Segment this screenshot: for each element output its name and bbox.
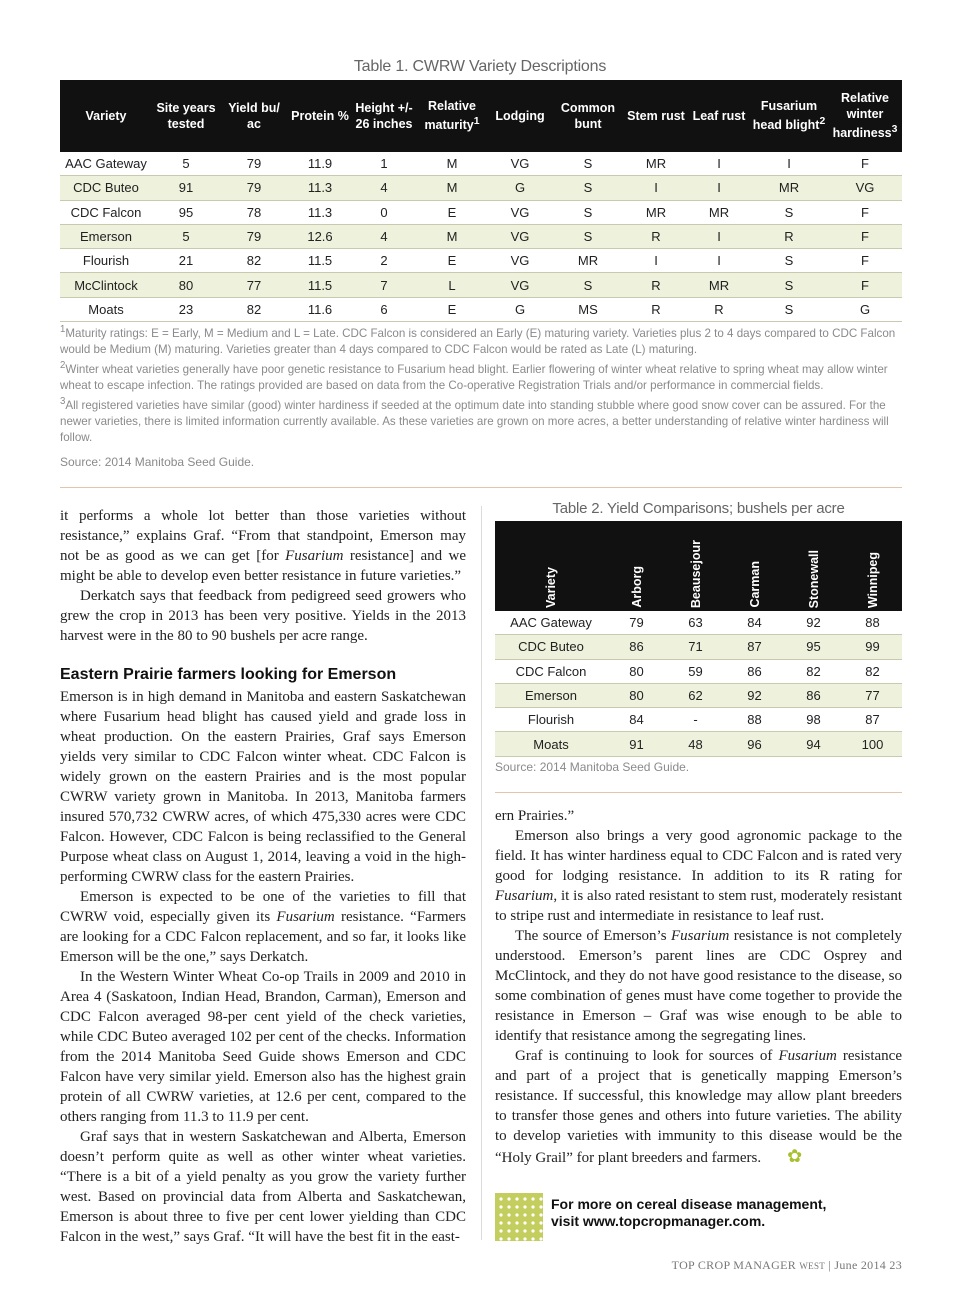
section-divider [60,487,902,488]
table-cell: 82 [220,297,288,321]
table-cell: 100 [843,732,902,756]
table1-header-cell: Common bunt [552,80,624,152]
table-cell: 79 [220,176,288,200]
table-cell: 11.6 [288,297,352,321]
table-cell: S [750,249,828,273]
table-cell: I [624,249,688,273]
table-cell: F [828,152,902,176]
table-cell: M [416,224,488,248]
table-cell: 87 [725,635,784,659]
section-subheading: Eastern Prairie farmers looking for Emerson [60,666,397,683]
table-cell: S [552,224,624,248]
table-cell: 84 [607,708,666,732]
table-cell: MR [624,152,688,176]
table-cell: 86 [607,635,666,659]
table-cell: 80 [607,659,666,683]
table-cell: S [552,273,624,297]
table-cell: 21 [152,249,220,273]
variety-descriptions-table [60,80,902,322]
table1-header-cell: Leaf rust [688,80,750,152]
table1-header-cell: Fusarium head blight$^2$ [750,80,828,152]
qr-code-icon[interactable] [495,1193,543,1241]
table-cell: R [624,297,688,321]
table-row [60,224,902,248]
article-left-column [60,506,466,1247]
table-cell: VG [828,176,902,200]
table-cell: MR [688,273,750,297]
table-row [60,200,902,224]
table-cell: MR [624,200,688,224]
table-row [495,683,902,707]
table-cell: VG [488,273,552,297]
table-cell: S [750,200,828,224]
table-cell: 5 [152,152,220,176]
table-cell: L [416,273,488,297]
table-cell: M [416,176,488,200]
table-cell: VG [488,152,552,176]
table-cell: 2 [352,249,416,273]
table-cell: 62 [666,683,725,707]
table-cell: VG [488,200,552,224]
table-cell: 84 [725,611,784,635]
table1-header-cell: Variety [60,80,152,152]
paragraph: Emerson is expected to be one of the varieties to fill that CWRW void, especially given its Fusarium resistance. “Farmers are looking for a CDC Falcon replacement, and so far, it looks like Emerson will be the one,” says Derkatch. [60,889,466,965]
table-cell: 11.5 [288,249,352,273]
table-row [60,249,902,273]
table-cell: 11.5 [288,273,352,297]
table-cell: S [552,152,624,176]
footnote-2: $^2$Winter wheat varieties generally have poor genetic resistance to Fusarium head blight. Earlier flowering of winter wheat relative to spring wheat may allow winter wheat to escape infection. The ratings provided are based on data from the Co-operative Registration Trials and/or performance in commercial fields. [60,359,888,392]
table2-header-cell: Variety [495,521,607,611]
table-cell: 23 [152,297,220,321]
table-cell: 96 [725,732,784,756]
table-cell: 91 [607,732,666,756]
table-cell: M [416,152,488,176]
variety-name-cell: CDC Falcon [495,659,607,683]
column-divider [481,506,482,1240]
table-cell: 12.6 [288,224,352,248]
table-cell: I [688,176,750,200]
table-cell: 4 [352,224,416,248]
variety-name-cell: Moats [60,297,152,321]
table-cell: 91 [152,176,220,200]
table-cell: R [688,297,750,321]
paragraph: it performs a whole lot better than those varieties without resistance,” explains Graf. “From that standpoint, Emerson may not be as good as we can get [for Fusarium resistance] and we might be able to develop even better resistance in future varieties.” [60,508,466,584]
table-cell: I [688,224,750,248]
table-cell: 88 [725,708,784,732]
paragraph: Graf is continuing to look for sources of Fusarium resistance and part of a project that is genetically mapping Emerson’s resistance. If successful, this knowledge may allow plant breeders to transfer those genes and others into future varieties. The ability to develop varieties with immunity to this disease would be the “Holy Grail” for plant breeders and farmers. ✿ [495,1048,902,1166]
table-cell: 79 [220,152,288,176]
table-cell: 94 [784,732,843,756]
table-cell: 80 [607,683,666,707]
table-cell: 95 [152,200,220,224]
paragraph: Derkatch says that feedback from pedigreed seed growers who grew the crop in 2013 has been very positive. Yields in the 2013 harvest were in the 80 to 90 bushels per acre range. [60,588,466,644]
paragraph: In the Western Winter Wheat Co-op Trails in 2009 and 2010 in Area 4 (Saskatoon, Indian Head, Brandon, Carman), Emerson and CDC Falcon averaged 98-per cent yield of the check varieties, while CDC Buteo averaged 102 per cent of the checks. Information from the 2014 Manitoba Seed Guide shows Emerson and CDC Falcon have very similar yield. Emerson also has the highest grain protein of all CWRW varieties, at 12.6 per cent, compared to the others ranging from 11.3 to 11.9 per cent. [60,969,466,1125]
table-cell: F [828,249,902,273]
page-number: 23 [889,1258,902,1272]
table-cell: 80 [152,273,220,297]
table-row [495,611,902,635]
table2-header-cell: Arborg [607,521,666,611]
paragraph: Graf says that in western Saskatchewan and Alberta, Emerson doesn’t perform quite as well as other winter wheat varieties. “There is a bit of a yield penalty as you grow the variety further west. Based on provincial data from Alberta and Saskatchewan, Emerson is about three to five per cent lower yielding than CDC Falcon in the west,” says Graf. “It will have the best fit in the east- [60,1129,466,1245]
table2-caption: Table 2. Yield Comparisons; bushels per acre [552,500,845,517]
section-divider [495,792,902,793]
table-cell: 95 [784,635,843,659]
table-cell: E [416,249,488,273]
table-cell: 4 [352,176,416,200]
paragraph: Emerson is in high demand in Manitoba and eastern Saskatchewan where Fusarium head blight has caused yield and grade loss in wheat production. On the eastern Prairies, Graf says Emerson yields very similar to CDC Falcon winter wheat. CDC Falcon is widely grown on the eastern Prairies and is the most popular CWRW variety grown in Manitoba. In 2013, Manitoba farmers insured 570,732 CWRW acres, of which 475,330 acres were CDC Falcon. However, CDC Falcon is being reclassified to the General Purpose wheat class on August 1, 2014, leaving a void in the high-performing CWRW class for the eastern Prairies. [60,689,466,885]
table-cell: VG [488,249,552,273]
promo-text [551,1196,826,1230]
footnote-1: $^1$Maturity ratings: E = Early, M = Medium and L = Late. CDC Falcon is considered an Early (E) maturing variety. Varieties plus 2 to 4 days compared to CDC Falcon would be Medium (M) maturing. Varieties greater than 4 days compared to CDC Falcon would be rated as Late (L) maturing. [60,324,896,356]
table1-header-cell: Stem rust [624,80,688,152]
table-cell: 92 [784,611,843,635]
table-cell: MR [688,200,750,224]
table1-header-cell: Height +/- 26 inches [352,80,416,152]
paragraph: ern Prairies.” [495,808,575,824]
table-cell: 92 [725,683,784,707]
variety-name-cell: CDC Buteo [495,635,607,659]
table-cell: G [488,297,552,321]
table-cell: I [688,152,750,176]
variety-name-cell: Emerson [60,224,152,248]
table2-header-cell: Beausejour [666,521,725,611]
table-row [60,273,902,297]
variety-name-cell: McClintock [60,273,152,297]
table-row [495,708,902,732]
table-cell: G [828,297,902,321]
promo-line: For more on cereal disease management, [551,1196,827,1212]
yield-comparison-table [495,521,902,757]
table-cell: I [750,152,828,176]
table-cell: 77 [220,273,288,297]
table-cell: 82 [784,659,843,683]
table-cell: 6 [352,297,416,321]
table1-footnotes [60,322,902,446]
variety-name-cell: Flourish [60,249,152,273]
promo-box[interactable] [495,1193,902,1245]
table-cell: 86 [784,683,843,707]
table-cell: 48 [666,732,725,756]
variety-name-cell: AAC Gateway [495,611,607,635]
table-cell: 11.3 [288,176,352,200]
table-cell: 5 [152,224,220,248]
promo-link[interactable]: visit www.topcropmanager.com. [551,1213,766,1229]
table-cell: S [552,176,624,200]
table-row [60,152,902,176]
table-cell: E [416,297,488,321]
table-row [60,176,902,200]
table-cell: 98 [784,708,843,732]
table-cell: 99 [843,635,902,659]
table1-source: Source: 2014 Manitoba Seed Guide. [60,455,255,469]
table-cell: 78 [220,200,288,224]
table-row [495,659,902,683]
table-cell: 79 [220,224,288,248]
table-cell: 71 [666,635,725,659]
footer-separator: | [825,1258,835,1272]
table2-header-cell: Winnipeg [843,521,902,611]
table1-header-cell: Relative maturity$^1$ [416,80,488,152]
table2-header-row [495,521,902,611]
table-cell: 0 [352,200,416,224]
table-cell: MS [552,297,624,321]
table1-header-row [60,80,902,152]
table-cell: F [828,224,902,248]
table-row [495,635,902,659]
table-cell: 11.3 [288,200,352,224]
table2-source: Source: 2014 Manitoba Seed Guide. [495,760,690,774]
table-cell: 86 [725,659,784,683]
table-cell: 63 [666,611,725,635]
table-cell: F [828,200,902,224]
table-cell: 7 [352,273,416,297]
table-cell: 59 [666,659,725,683]
paragraph: Emerson also brings a very good agronomic package to the field. It has winter hardiness equal to CDC Falcon and is rated very good for lodging resistance. In addition to its R rating for Fusarium, it is also rated resistant to stem rust, moderately resistant to stripe rust and intermediate in resistance to leaf rust. [495,828,902,924]
table1-header-cell: Lodging [488,80,552,152]
table-cell: R [624,273,688,297]
table-cell: S [552,200,624,224]
table-cell: MR [552,249,624,273]
table-cell: 82 [220,249,288,273]
article-right-column [495,806,902,1168]
footer-issue: June 2014 [834,1258,887,1272]
variety-name-cell: Flourish [495,708,607,732]
table-cell: S [750,297,828,321]
table1-caption: Table 1. CWRW Variety Descriptions [353,58,607,75]
table-cell: G [488,176,552,200]
footnote-3: $^3$All registered varieties have similar (good) winter hardiness if seeded at the optimum date into standing stubble where good snow cover can be assured. For the newer varieties, there is limited information currently available. As these varieties are grown on more acres, a better understanding of relative winter hardiness will follow. [60,395,889,444]
table1-header-cell: Relative winter hardiness$^3$ [828,80,902,152]
variety-name-cell: AAC Gateway [60,152,152,176]
table1-header-cell: Protein % [288,80,352,152]
maple-leaf-icon: ✿ [787,1146,803,1166]
table-cell: I [624,176,688,200]
variety-name-cell: CDC Falcon [60,200,152,224]
table-cell: 82 [843,659,902,683]
paragraph: The source of Emerson’s Fusarium resistance is not completely understood. Emerson’s parent lines are CDC Osprey and McClintock, and they do not have good resistance to the disease, so some combination of genes must have come together to provide the resistance in Emerson – Graf was wise enough to be able to identify that resistance among the segregating lines. [495,928,902,1044]
footer-edition: WEST [799,1261,826,1271]
footer-brand: TOP CROP MANAGER [671,1258,797,1272]
table-cell: 88 [843,611,902,635]
table-cell: - [666,708,725,732]
variety-name-cell: CDC Buteo [60,176,152,200]
table-cell: R [750,224,828,248]
table-cell: 79 [607,611,666,635]
table1-header-cell: Yield bu/ ac [220,80,288,152]
table-cell: R [624,224,688,248]
variety-name-cell: Emerson [495,683,607,707]
page-footer [672,1258,902,1273]
table-cell: 11.9 [288,152,352,176]
table-cell: E [416,200,488,224]
table-row [495,732,902,756]
table-cell: 87 [843,708,902,732]
table-cell: I [688,249,750,273]
table-cell: VG [488,224,552,248]
table-row [60,297,902,321]
table-cell: 1 [352,152,416,176]
table2-header-cell: Carman [725,521,784,611]
table-cell: 77 [843,683,902,707]
table-cell: MR [750,176,828,200]
variety-name-cell: Moats [495,732,607,756]
table1-header-cell: Site years tested [152,80,220,152]
table2-header-cell: Stonewall [784,521,843,611]
table-cell: F [828,273,902,297]
table-cell: S [750,273,828,297]
